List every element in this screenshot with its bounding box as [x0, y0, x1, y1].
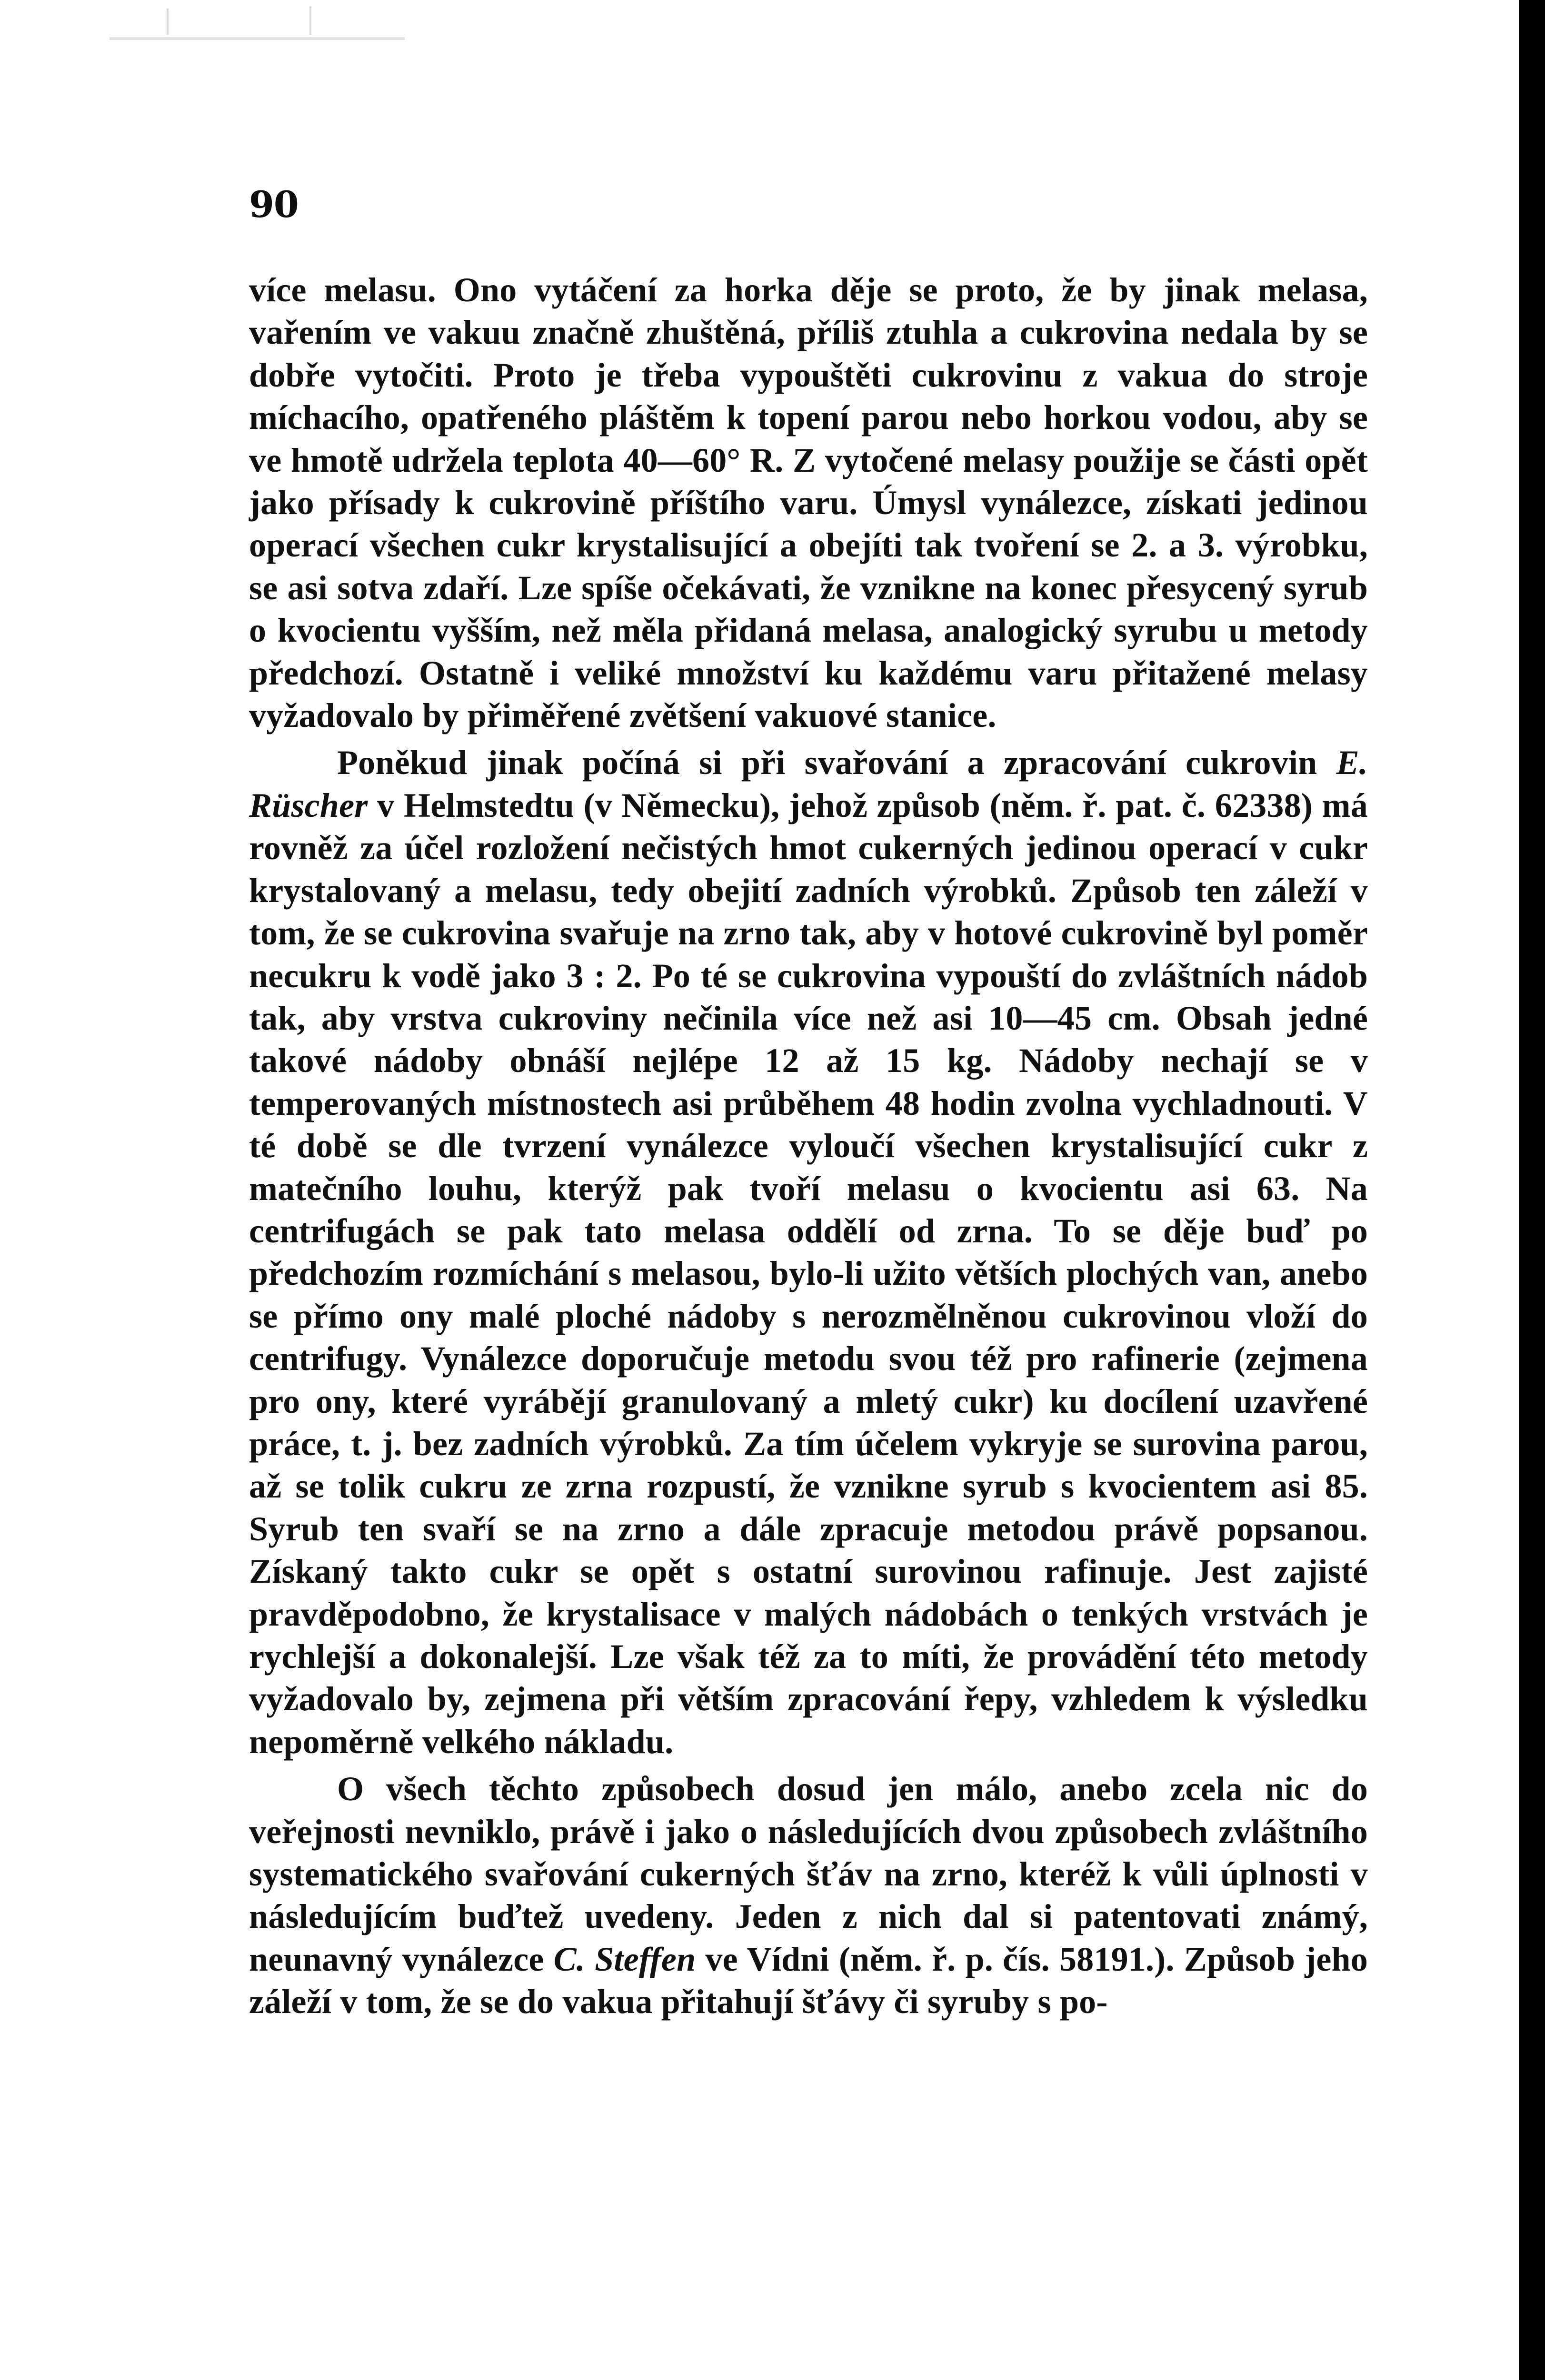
paragraph-3-rest: ve Vídni (něm. ř. p. čís. 58191.). Způsob jeho záleží v tom, že se do vakua přitahují šťávy či syruby s po- [249, 1940, 1368, 2021]
inventor-name-ruscher: E. Rüscher [249, 744, 1368, 824]
body-text [249, 269, 1368, 2023]
scan-dark-edge [1519, 0, 1545, 2380]
paragraph-2-rest: v Helmstedtu (v Německu), jehož způsob (něm. ř. pat. č. 62338) má rovněž za účel rozložení nečistých hmot cukerných jedinou operací v cukr krystalovaný a melasu, tedy obejití zadních výrobků. Způsob ten záleží v tom, že se cukrovina svařuje na zrno tak, aby v hotové cukrovině byl poměr necukru k vodě jako 3 : 2. Po té se cukrovina vypouští do zvláštních nádob tak, aby vrstva cukroviny nečinila více než asi 10—45 cm. Obsah jedné takové nádoby obnáší nejlépe 12 až 15 kg. Nádoby nechají se v temperovaných místnostech asi průběhem 48 hodin zvolna vychladnouti. V té době se dle tvrzení vynálezce vyloučí všechen krystalisující cukr z matečního louhu, kterýž pak tvoří melasu o kvocientu asi 63. Na centrifugách se pak tato melasa oddělí od zrna. To se děje buď po předchozím rozmíchání s melasou, bylo-li užito větších plochých van, anebo se přímo ony malé ploché nádoby s nerozmělněnou cukrovinou vloží do centrifugy. Vynálezce doporučuje metodu svou též pro rafinerie (zejmena pro ony, které vyrábějí granulovaný a mletý cukr) ku docílení uzavřené práce, t. j. bez zadních výrobků. Za tím účelem vykryje se surovina parou, až se tolik cukru ze zrna rozpustí, že vznikne syrub s kvocientem asi 85. Syrub ten svaří se na zrno a dále zpracuje metodou právě popsanou. Získaný takto cukr se opět s ostatní surovinou rafinuje. Jest zajisté pravděpodobno, že krystalisace v malých nádobách o tenkých vrstvách je rychlejší a dokonalejší. Lze však též za to míti, že provádění této metody vyžadovalo by, zejmena při větším zpracování řepy, vzhledem k výsledku nepoměrně velkého nákladu. [249, 786, 1368, 1761]
paragraph-1: více melasu. Ono vytáčení za horka děje se proto, že by jinak melasa, vařením ve vakuu značně zhuštěná, příliš ztuhla a cukrovina nedala by se dobře vytočiti. Proto je třeba vypouštěti cukrovinu z vakua do stroje míchacího, opatřeného pláštěm k topení parou nebo horkou vodou, aby se ve hmotě udržela teplota 40—60° R. Z vytočené melasy použije se části opět jako přísady k cukrovině příštího varu. Úmysl vynálezce, získati jedinou operací všechen cukr krystalisující a obejíti tak tvoření se 2. a 3. výrobku, se asi sotva zdaří. Lze spíše očekávati, že vznikne na konec přesycený syrub o kvocientu vyšším, než měla přidaná melasa, analogický syrubu u metody předchozí. Ostatně i veliké množství ku každému varu přitažené melasy vyžadovalo by přiměřené zvětšení vakuové stanice. [249, 271, 1368, 735]
paragraph-2 [249, 742, 1368, 1763]
paragraph-3 [249, 1768, 1368, 2023]
paragraph-3-start: O všech těchto způsobech dosud jen málo, anebo zcela nic do veřejnosti nevniklo, právě i jako o následujících dvou způsobech zvláštního systematického svařování cukerných šťáv na zrno, kteréž k vůli úplnosti v následujícím buďtež uvedeny. Jeden z nich dal si patentovati známý, neunavný vynálezce [249, 1770, 1368, 1978]
paragraph-2-start: Poněkud jinak počíná si při svařování a zpracování cukrovin [337, 744, 1336, 782]
scan-smudge [110, 4, 405, 40]
page-number: 90 [249, 183, 299, 226]
inventor-name-steffen: C. Steffen [553, 1940, 696, 1978]
